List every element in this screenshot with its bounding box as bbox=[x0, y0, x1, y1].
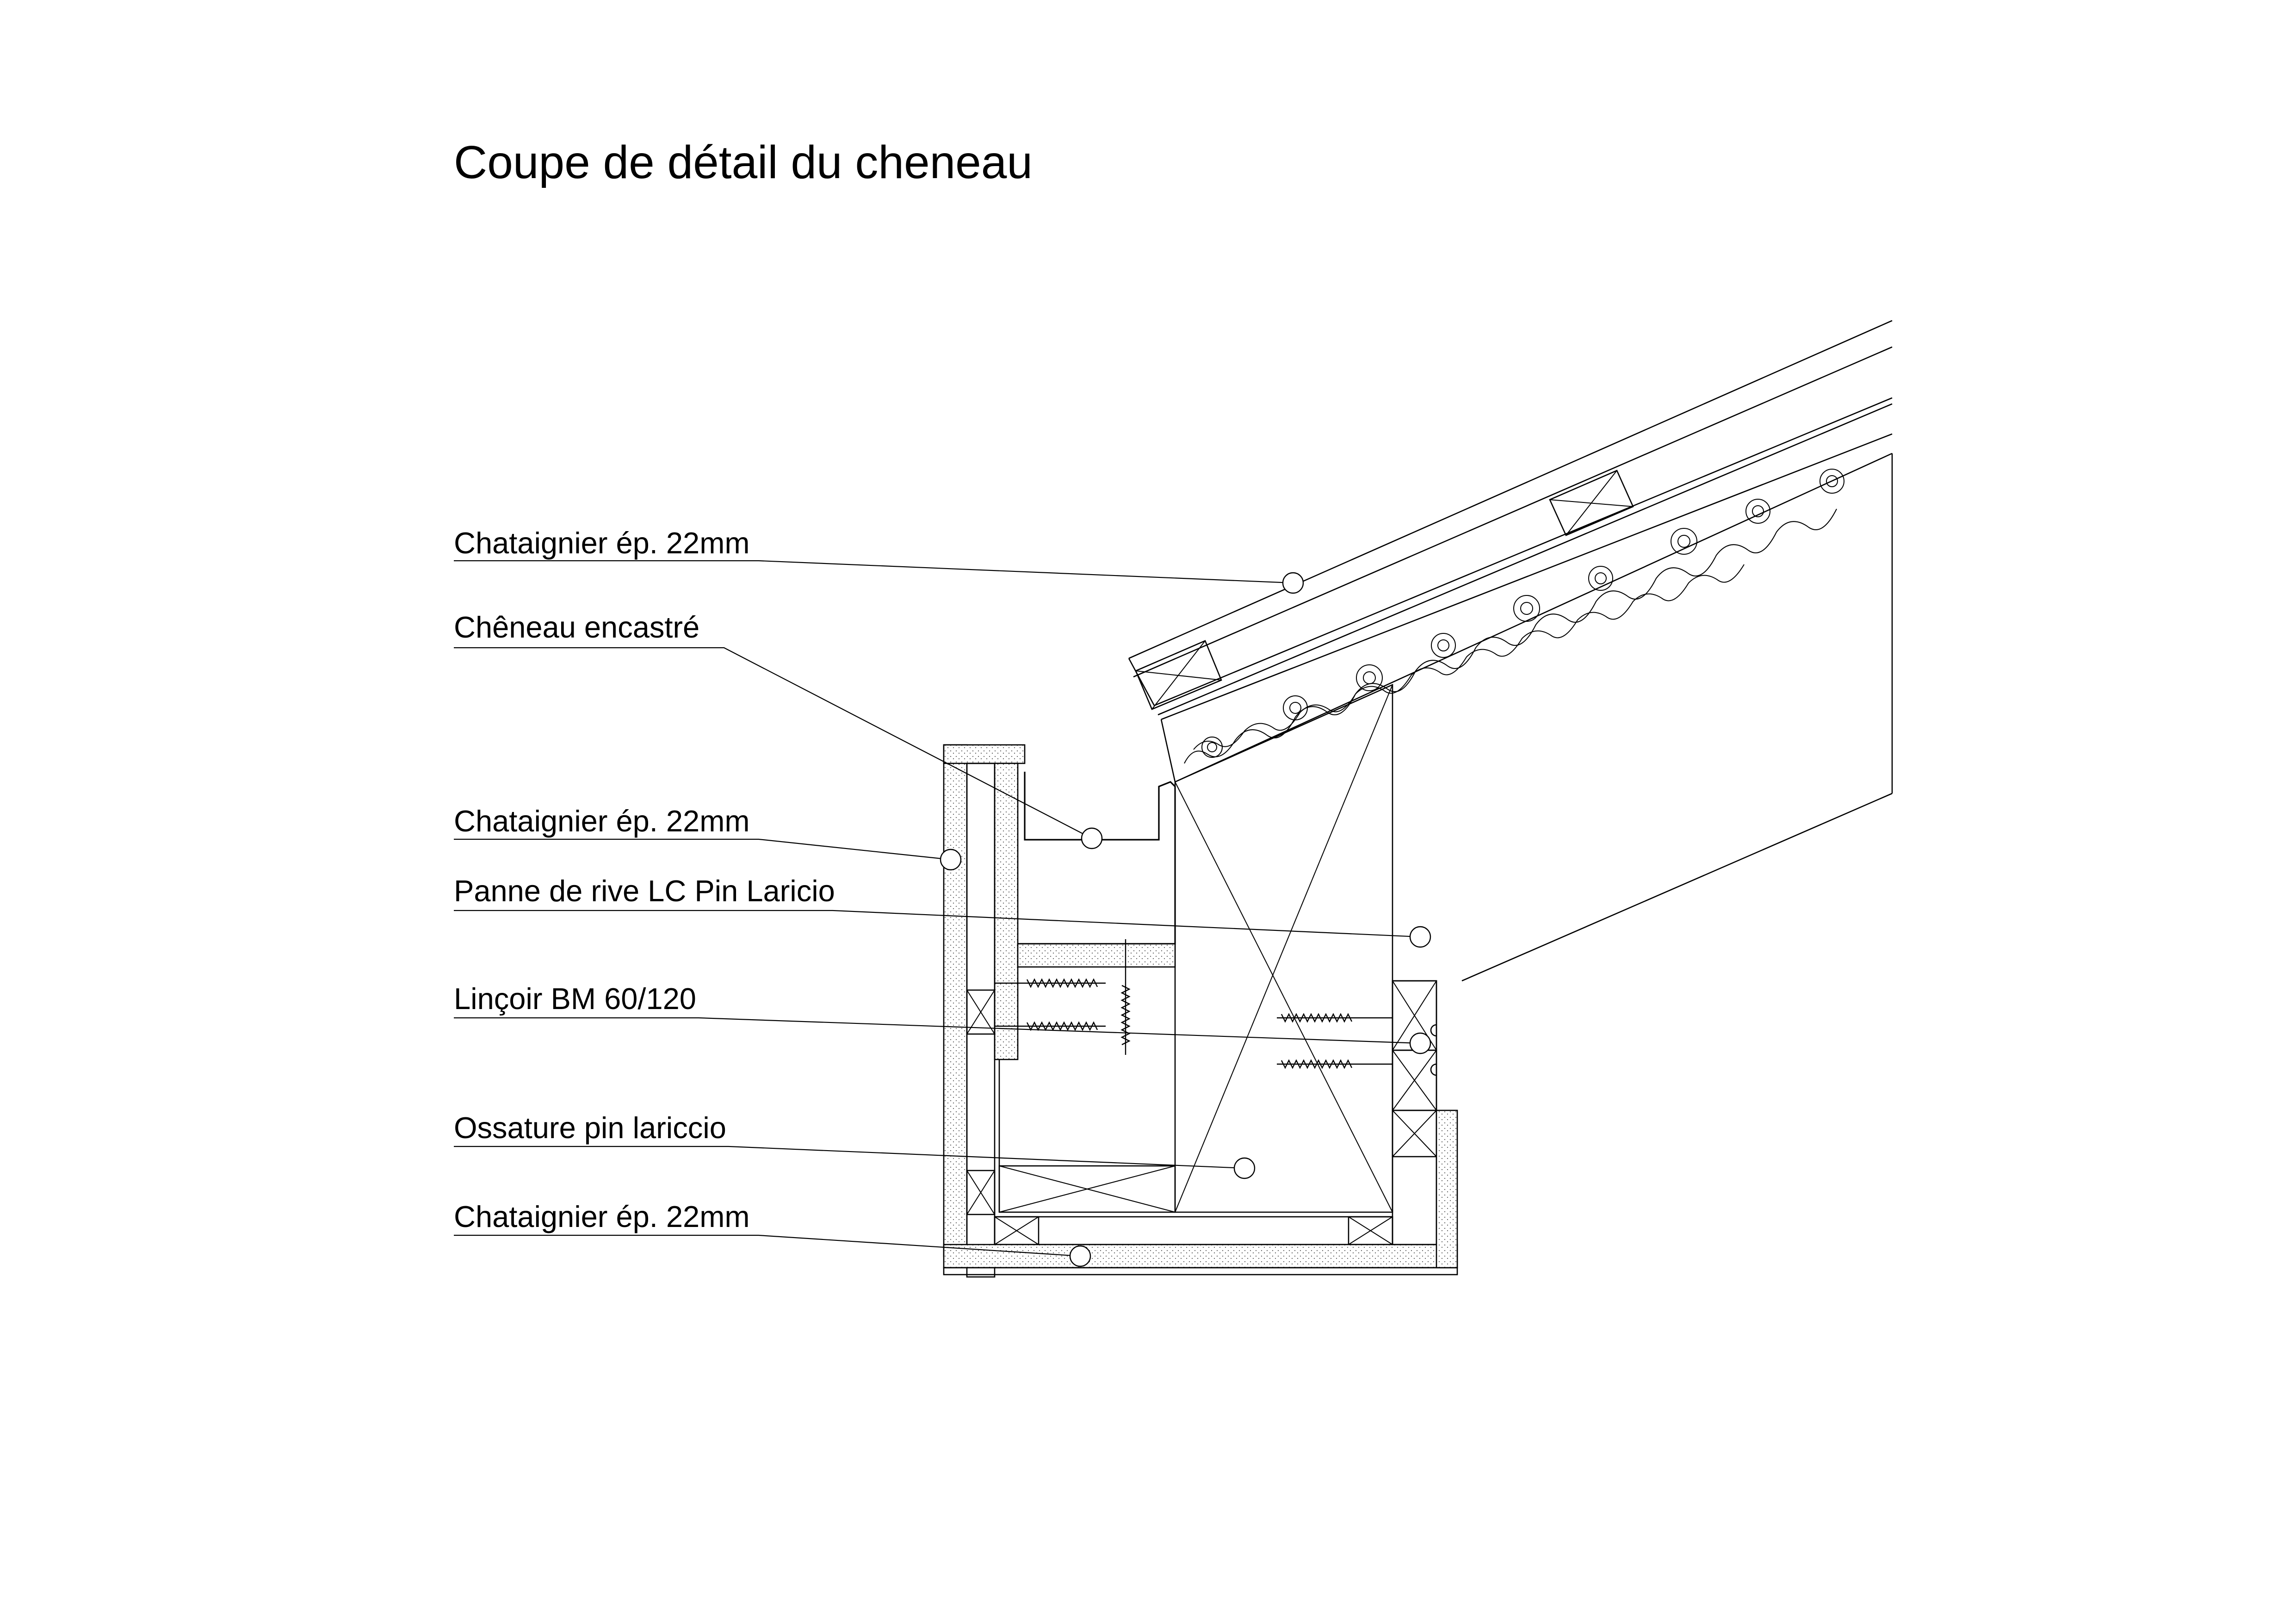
roof-batten-upper bbox=[1550, 471, 1633, 535]
circle-marker bbox=[1410, 927, 1430, 947]
bottom-base-line bbox=[944, 1268, 1457, 1275]
bottom-stud-row bbox=[995, 1217, 1392, 1245]
annotation-chataignier-top bbox=[454, 526, 1303, 593]
circle-marker bbox=[1082, 828, 1102, 849]
annotation-label: Chataignier ép. 22mm bbox=[454, 1200, 750, 1233]
annotation-label: Linçoir BM 60/120 bbox=[454, 982, 696, 1016]
left-cladding bbox=[944, 745, 967, 1256]
bottom-stud-cross-right bbox=[1349, 1217, 1392, 1245]
screw-icon bbox=[1277, 1060, 1392, 1068]
right-stud-cross-3 bbox=[1392, 1110, 1436, 1157]
panne-de-rive bbox=[1175, 685, 1392, 1212]
top-cap bbox=[944, 745, 1025, 763]
bottom-cladding bbox=[944, 1245, 1457, 1268]
right-stud-column bbox=[1392, 981, 1436, 1245]
left-stud-cross-2 bbox=[967, 1171, 995, 1214]
circle-marker bbox=[1410, 1033, 1430, 1053]
circle-marker bbox=[1283, 573, 1303, 593]
circle-marker bbox=[941, 849, 961, 870]
right-stud-cross-2 bbox=[1392, 1050, 1436, 1110]
circle-marker bbox=[1070, 1246, 1090, 1266]
annotation-label: Chêneau encastré bbox=[454, 610, 700, 644]
roof-cladding-line-3 bbox=[1154, 398, 1892, 706]
left-stud-column bbox=[967, 763, 995, 1277]
annotation-label: Panne de rive LC Pin Laricio bbox=[454, 874, 835, 908]
left-stud-cross-3 bbox=[995, 1217, 1039, 1245]
roof-assembly bbox=[1129, 321, 1892, 981]
screw-icon bbox=[1277, 1014, 1392, 1022]
roof-batten-lower bbox=[1136, 641, 1221, 709]
annotation-chataignier-side bbox=[454, 804, 961, 870]
bottom-joist bbox=[999, 1166, 1175, 1212]
annotation-label: Chataignier ép. 22mm bbox=[454, 526, 750, 560]
annotation-panne bbox=[454, 874, 1430, 947]
roof-insulation-texture bbox=[1184, 469, 1844, 763]
gutter-box bbox=[944, 745, 1457, 1277]
roof-cladding-end bbox=[1129, 658, 1154, 706]
annotation-label: Ossature pin lariccio bbox=[454, 1111, 726, 1145]
inner-left-board bbox=[995, 763, 1018, 1059]
circle-marker bbox=[1234, 1158, 1255, 1178]
roof-insulation-end bbox=[1161, 719, 1175, 782]
roof-insulation-top bbox=[1161, 434, 1892, 719]
gutter-liner bbox=[1018, 772, 1175, 944]
roof-cladding-line-4 bbox=[1158, 404, 1892, 715]
roof-underside-line bbox=[1462, 793, 1892, 981]
roof-cladding-outer bbox=[1129, 321, 1892, 658]
annotation-label: Chataignier ép. 22mm bbox=[454, 804, 750, 838]
right-cladding bbox=[1436, 1110, 1457, 1268]
drawing-title: Coupe de détail du cheneau bbox=[454, 136, 1033, 188]
lincoir-board bbox=[1018, 944, 1175, 967]
annotations bbox=[454, 526, 1430, 1266]
annotation-ossature bbox=[454, 1111, 1255, 1178]
